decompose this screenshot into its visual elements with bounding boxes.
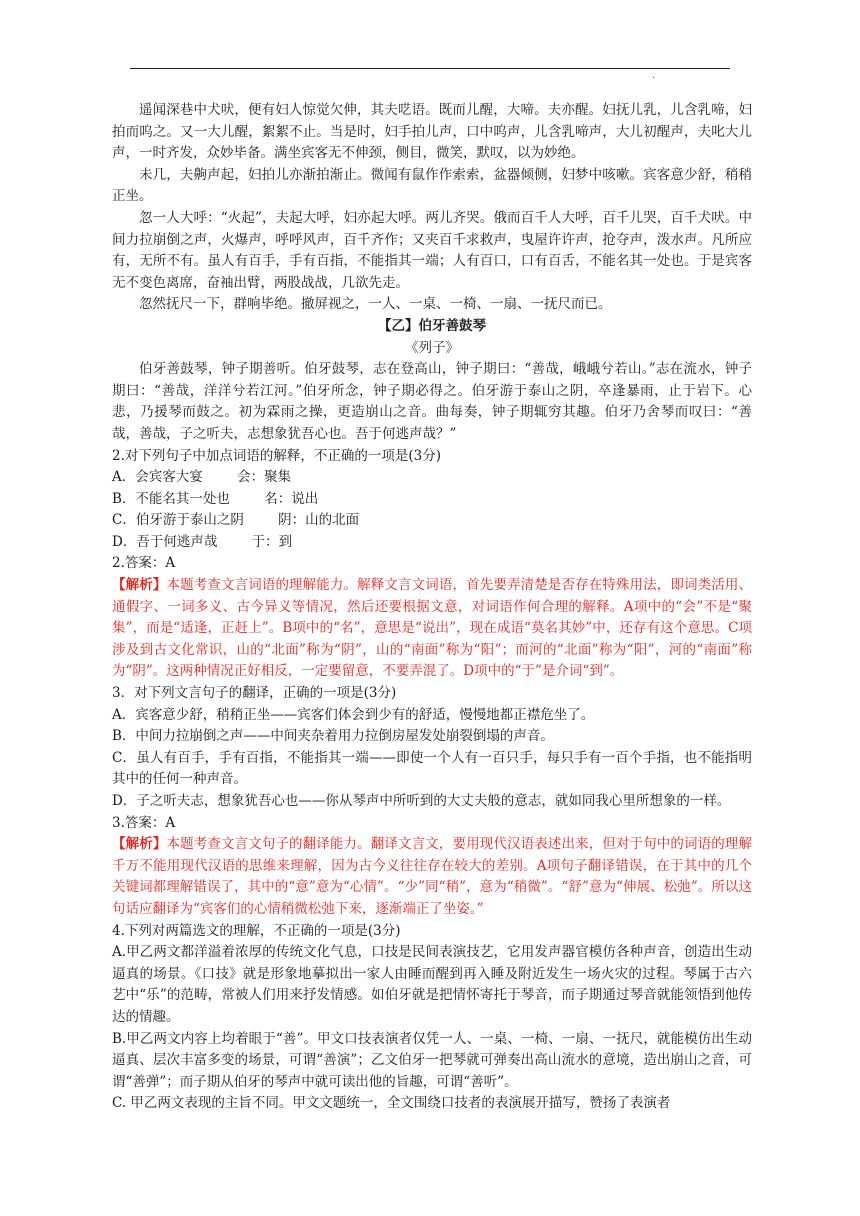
q2-analysis	[112, 575, 752, 683]
q2-analysis-text: 本题考查文言词语的理解能力。解释文言文词语，首先要弄清楚是否存在特殊用法，即词类活用、通假字、一词多义、古今异义等情况，然后还要根据文意，对词语作何合理的解释。A项中的“会”不是“聚集”，而是“适逢，正赶上”。B项中的“名”，意思是“说出”，现在成语“莫名其妙”中，还存有这个意思。C项涉及到古文化常识，山的“北面”称为“阴”，山的“南面”称为“阳”；而河的“北面”称为“阳”，河的“南面”称为“阴”。这两种情况正好相反，一定要留意，不要弄混了。D项中的“于”是介词“到”。	[112, 577, 753, 680]
q4-stem: 4.下列对两篇选文的理解，不正确的一项是(3分)	[112, 922, 401, 939]
q2-stem: 2.对下列句子中加点词语的解释，不正确的一项是(3分)	[112, 447, 442, 464]
q3-stem: 3．对下列文言句子的翻译，正确的一项是(3分)	[112, 685, 397, 702]
document-body	[112, 100, 752, 1115]
q3-analysis-label: 【解析】	[112, 836, 167, 853]
q2-option-b: B．不能名其一处也 名：说出	[112, 490, 319, 507]
q4-option-b: B.甲乙两文内容上均着眼于“善”。甲文口技表演者仅凭一人、一桌、一椅、一扇、一抚尺，就能模仿出生动逼真、层次丰富多变的场景，可谓“善演”；乙文伯牙一把琴就可弹奏出高山流水的意境，造出崩山之音，可谓“善弹”；而子期从伯牙的琴声中就可读出他的旨趣，可谓“善听”。	[112, 1030, 752, 1090]
q3-answer: 3.答案：A	[112, 814, 176, 831]
jia-paragraph-1: 遥闻深巷中犬吠，便有妇人惊觉欠伸，其夫呓语。既而儿醒，大啼。夫亦醒。妇抚儿乳，儿含乳啼，妇拍而呜之。又一大儿醒，絮絮不止。当是时，妇手拍儿声，口中呜声，儿含乳啼声，大儿初醒声，夫叱大儿声，一时齐发，众妙毕备。满坐宾客无不伸颈，侧目，微笑，默叹，以为妙绝。	[112, 102, 752, 162]
q3-analysis-text: 本题考查文言文句子的翻译能力。翻译文言文，要用现代汉语表述出来，但对于句中的词语的理解千万不能用现代汉语的思维来理解，因为古今义往往存在较大的差别。A项句子翻译错误，在于其中的几个关键词都理解错误了，其中的“意”意为“心情”。“少”同“稍”，意为“稍微”。“舒”意为“伸展、松弛”。所以这句话应翻译为“宾客们的心情稍微松弛下来，逐渐端正了坐姿。”	[112, 836, 753, 917]
q3-option-c: C．虽人有百手，手有百指，不能指其一端——即使一个人有一百只手，每只手有一百个手指，也不能指明其中的任何一种声音。	[112, 749, 752, 788]
q3-option-a: A．宾客意少舒，稍稍正坐——宾客们体会到少有的舒适，慢慢地都正襟危坐了。	[112, 706, 595, 723]
q2-option-d: D．吾于何逃声哉 于：到	[112, 533, 293, 550]
jia-paragraph-2: 未几，夫齁声起，妇拍儿亦渐拍渐止。微闻有鼠作作索索，盆器倾侧，妇梦中咳嗽。宾客意少舒，稍稍正坐。	[112, 166, 752, 205]
q2-option-c: C．伯牙游于泰山之阴 阴：山的北面	[112, 512, 360, 529]
header-dot: .	[652, 70, 656, 81]
yi-source: 《列子》	[405, 339, 459, 356]
q3-analysis	[112, 834, 752, 920]
q4-option-c: C. 甲乙两文表现的主旨不同。甲文文题统一，全文围绕口技者的表演展开描写，赞扬了表演者	[112, 1095, 671, 1112]
jia-paragraph-4: 忽然抚尺一下，群响毕绝。撤屏视之，一人、一桌、一椅、一扇、一抚尺而已。	[139, 296, 612, 313]
q2-analysis-label: 【解析】	[112, 577, 167, 594]
q4-option-a: A.甲乙两文都洋溢着浓厚的传统文化气息，口技是民间表演技艺，它用发声器官模仿各种声音，创造出生动逼真的场景。《口技》就是形象地摹拟出一家人由睡而醒到再入睡及附近发生一场火灾的过程。琴属于古六艺中“乐”的范畴，常被人们用来抒发情感。如伯牙就是把情怀寄托于琴音，而子期通过琴音就能领悟到他传达的情趣。	[112, 944, 752, 1025]
q3-option-b: B．中间力拉崩倒之声——中间夹杂着用力拉倒房屋发处崩裂倒塌的声音。	[112, 728, 554, 745]
header-rule	[130, 68, 730, 69]
q2-answer: 2.答案：A	[112, 555, 176, 572]
q2-option-a: A．会宾客大宴 会：聚集	[112, 469, 292, 486]
jia-paragraph-3: 忽一人大呼：“火起”，夫起大呼，妇亦起大呼。两儿齐哭。俄而百千人大呼，百千儿哭，百千犬吠。中间力拉崩倒之声，火爆声，呼呼风声，百千齐作；又夹百千求救声，曳屋许许声，抢夺声，泼水声。凡所应有，无所不有。虽人有百手，手有百指，不能指其一端；人有百口，口有百舌，不能名其一处也。于是宾客无不变色离席，奋袖出臂，两股战战，几欲先走。	[112, 209, 752, 291]
yi-title: 【乙】伯牙善鼓琴	[378, 317, 486, 334]
q3-option-d: D．子之听夫志，想象犹吾心也——你从琴声中所听到的大丈夫般的意志，就如同我心里所想象的一样。	[112, 793, 731, 809]
yi-paragraph: 伯牙善鼓琴，钟子期善听。伯牙鼓琴，志在登高山，钟子期曰：“善哉，峨峨兮若山。”志在流水，钟子期曰：“善哉，洋洋兮若江河。”伯牙所念，钟子期必得之。伯牙游于泰山之阴，卒逢暴雨，止于岩下。心悲，乃援琴而鼓之。初为霖雨之操，更造崩山之音。曲每奏，钟子期辄穷其趣。伯牙乃舍琴而叹曰：“善哉，善哉，子之听夫，志想象犹吾心也。吾于何逃声哉？”	[112, 361, 752, 442]
